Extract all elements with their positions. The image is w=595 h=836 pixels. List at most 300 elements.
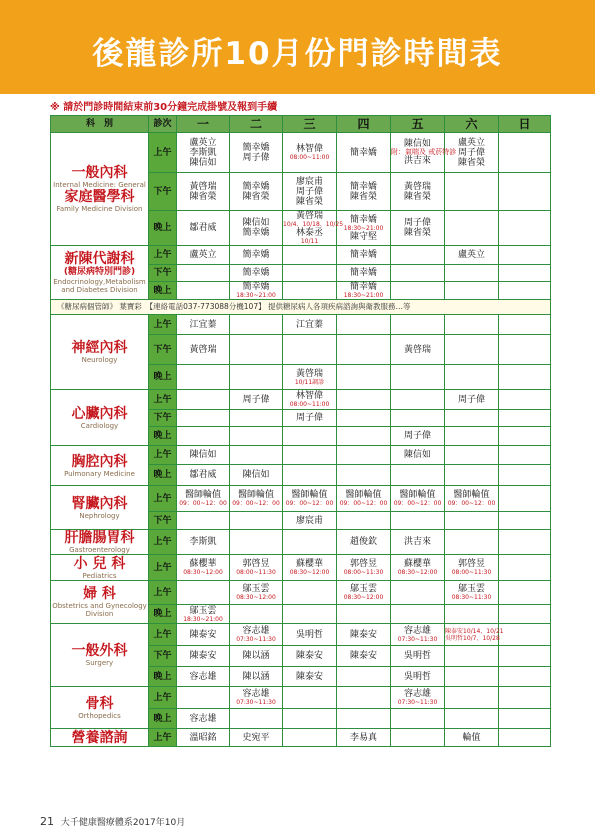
cell-line: 周子偉 — [295, 413, 323, 423]
cell-line: 溫昭銘 — [189, 732, 217, 743]
schedule-cell — [499, 335, 551, 365]
schedule-cell — [499, 605, 551, 624]
cell-line: 陳以涵 — [242, 671, 270, 682]
session-ev: 晚上 — [149, 605, 177, 624]
cell-line: 黃啓瑞 — [189, 181, 217, 192]
schedule-cell — [283, 133, 337, 173]
cell-line: 黃啓瑞 — [403, 344, 431, 355]
cell-line: 蘇櫻華 — [295, 559, 323, 569]
cell-line: 周子偉 — [457, 147, 485, 158]
cell-line: 陳泰安 — [295, 671, 323, 682]
cell-line: 09：00~12：00 — [447, 500, 496, 507]
cell-line: 郭啓昱 — [242, 559, 270, 569]
schedule-cell — [177, 486, 230, 512]
cell-line: 黃啓瑞 — [403, 181, 431, 192]
schedule-cell — [445, 555, 499, 581]
dept-nutrition — [51, 729, 149, 747]
page-title: 後龍診所10月份門診時間表 — [92, 36, 503, 72]
schedule-cell — [499, 667, 551, 687]
dept-english: Pediatrics — [82, 571, 117, 580]
cell-line: 周子偉 — [403, 431, 431, 441]
schedule-cell — [337, 512, 391, 530]
schedule-cell — [445, 211, 499, 246]
cell-line: 陳信如 — [189, 450, 217, 460]
cell-line: 吳明哲10/7、10/28 — [445, 634, 500, 642]
header-day: 日 — [499, 116, 551, 133]
schedule-cell — [177, 646, 230, 667]
cell-line: 18:30~21:00 — [343, 292, 384, 299]
cell-line: 陳以涵 — [242, 651, 270, 661]
schedule-cell — [337, 265, 391, 282]
schedule-cell — [230, 265, 283, 282]
cell-line: 09：00~12：00 — [232, 500, 280, 507]
cell-line: 洪吉來 — [403, 156, 431, 166]
schedule-cell — [445, 486, 499, 512]
cell-line: 醫師輪值 — [399, 490, 436, 500]
schedule-row — [51, 729, 551, 747]
session-am: 上午 — [149, 246, 177, 265]
cell-line: 08:30~12:00 — [343, 594, 384, 601]
schedule-cell — [337, 173, 391, 211]
header-row — [51, 116, 551, 133]
schedule-cell — [445, 605, 499, 624]
schedule-cell — [283, 555, 337, 581]
schedule-cell — [230, 667, 283, 687]
cell-line: 10/4、10/18、10/25 — [283, 221, 344, 228]
schedule-cell — [230, 729, 283, 747]
dept-english: Gastroenterology — [69, 546, 130, 554]
schedule-cell — [283, 465, 337, 486]
schedule-row — [51, 246, 551, 265]
cell-line: 附：氣喘及 戒菸特診 — [391, 148, 457, 156]
cell-line: 10/11調診 — [294, 378, 325, 386]
schedule-cell — [337, 410, 391, 427]
schedule-cell — [283, 265, 337, 282]
cell-line: 07:30~11:30 — [236, 699, 276, 706]
cell-line: 09：00~12：00 — [393, 500, 442, 507]
session-pm: 下午 — [149, 265, 177, 282]
schedule-cell — [445, 410, 499, 427]
footer — [40, 815, 185, 828]
schedule-cell — [283, 530, 337, 555]
schedule-cell — [445, 667, 499, 687]
schedule-cell — [337, 555, 391, 581]
schedule-cell — [230, 446, 283, 465]
schedule-cell — [177, 390, 230, 410]
cell-line: 鄔玉雲 — [349, 584, 377, 594]
cell-line: 醫師輪值 — [453, 490, 490, 500]
schedule-cell — [283, 410, 337, 427]
dept-neuro — [51, 315, 149, 390]
schedule-cell — [283, 709, 337, 729]
schedule-cell — [177, 211, 230, 246]
cell-line: 簡幸嬌 — [349, 282, 377, 292]
schedule-cell — [337, 133, 391, 173]
cell-line: 周子偉 — [457, 394, 485, 405]
cell-line: 吳明哲 — [403, 651, 431, 661]
schedule-cell — [391, 365, 445, 390]
cell-line: 07:30~11:30 — [397, 699, 438, 706]
schedule-cell — [230, 211, 283, 246]
schedule-cell — [230, 530, 283, 555]
dept-name: 營養諮詢 — [71, 729, 128, 746]
schedule-cell — [391, 465, 445, 486]
dept-english: Pulmonary Medicine — [64, 469, 135, 478]
cell-line: 周子偉 — [403, 218, 431, 228]
schedule-table — [50, 115, 551, 747]
cell-line: 07:30~11:30 — [397, 636, 438, 643]
cell-line: 陳省榮 — [349, 191, 377, 202]
cell-line: 08:00~11:00 — [289, 401, 330, 408]
cell-line: 容志雄 — [242, 626, 270, 636]
schedule-cell — [283, 729, 337, 747]
dept-english: Neurology — [81, 356, 118, 364]
cell-line: 陳泰安 — [349, 629, 377, 640]
schedule-cell — [283, 427, 337, 446]
cell-line: 郭啓昱 — [457, 559, 485, 569]
schedule-cell — [391, 246, 445, 265]
schedule-row — [51, 555, 551, 581]
schedule-cell — [177, 624, 230, 646]
session-am: 上午 — [149, 581, 177, 605]
schedule-cell — [337, 709, 391, 729]
schedule-cell — [337, 315, 391, 335]
schedule-cell — [283, 446, 337, 465]
schedule-cell — [230, 555, 283, 581]
schedule-cell — [445, 729, 499, 747]
session-pm: 下午 — [149, 410, 177, 427]
schedule-cell — [337, 667, 391, 687]
dept-english: Family Medicine Division — [56, 205, 143, 213]
cell-line: 簡幸嬌 — [349, 268, 377, 278]
cell-line: 李易真 — [349, 732, 377, 743]
cell-line: 18:30~21:00 — [343, 224, 384, 232]
session-am: 上午 — [149, 687, 177, 709]
schedule-cell — [337, 446, 391, 465]
cell-line: 吳明哲 — [403, 671, 431, 682]
schedule-cell — [177, 605, 230, 624]
schedule-cell — [391, 446, 445, 465]
cell-line: 李斯凱 — [189, 147, 217, 158]
schedule-cell — [230, 624, 283, 646]
schedule-cell — [177, 446, 230, 465]
schedule-cell — [283, 365, 337, 390]
schedule-cell — [391, 605, 445, 624]
session-ev: 晚上 — [149, 465, 177, 486]
schedule-cell — [230, 390, 283, 410]
dept-nephro — [51, 486, 149, 530]
schedule-cell — [177, 315, 230, 335]
schedule-cell — [177, 410, 230, 427]
dept-name: 腎臟內科 — [71, 495, 128, 512]
cell-line: 史宛平 — [242, 732, 270, 743]
schedule-cell — [499, 427, 551, 446]
cell-line: 鄔玉雲 — [189, 605, 217, 616]
schedule-cell — [230, 282, 283, 300]
schedule-cell — [445, 512, 499, 530]
cell-line: 容志雄 — [403, 689, 431, 699]
schedule-cell — [391, 729, 445, 747]
schedule-cell — [337, 646, 391, 667]
schedule-cell — [177, 133, 230, 173]
cell-line: 陳省榮 — [403, 191, 431, 202]
schedule-cell — [283, 282, 337, 300]
schedule-cell — [230, 133, 283, 173]
schedule-cell — [283, 624, 337, 646]
session-am: 上午 — [149, 530, 177, 555]
cell-line: 鄒君威 — [189, 223, 217, 233]
schedule-cell — [499, 709, 551, 729]
schedule-cell — [230, 173, 283, 211]
schedule-cell — [499, 246, 551, 265]
schedule-cell — [499, 173, 551, 211]
schedule-cell — [391, 687, 445, 709]
dept-name: 家庭醫學科 — [64, 189, 135, 205]
schedule-cell — [337, 335, 391, 365]
schedule-cell — [445, 687, 499, 709]
dept-name: 心臟內科 — [71, 405, 128, 422]
schedule-cell — [391, 282, 445, 300]
cell-line: 簡幸嬌 — [242, 228, 270, 238]
schedule-cell — [499, 486, 551, 512]
schedule-cell — [177, 427, 230, 446]
schedule-row — [51, 624, 551, 646]
cell-line: 簡幸嬌 — [349, 214, 377, 225]
session-ev: 晚上 — [149, 211, 177, 246]
cell-line: 08:30~12:00 — [183, 569, 223, 576]
session-ev: 晚上 — [149, 365, 177, 390]
schedule-cell — [499, 555, 551, 581]
session-am: 上午 — [149, 133, 177, 173]
schedule-cell — [230, 646, 283, 667]
session-am: 上午 — [149, 390, 177, 410]
schedule-cell — [177, 246, 230, 265]
schedule-cell — [445, 465, 499, 486]
schedule-cell — [337, 624, 391, 646]
schedule-cell — [177, 282, 230, 300]
session-pm: 下午 — [149, 173, 177, 211]
header-day: 四 — [337, 116, 391, 133]
schedule-cell — [391, 646, 445, 667]
dept-english: Cardiology — [80, 421, 119, 430]
schedule-cell — [499, 133, 551, 173]
schedule-cell — [177, 687, 230, 709]
schedule-row — [51, 530, 551, 555]
schedule-cell — [230, 315, 283, 335]
cell-line: 陳省榮 — [295, 196, 323, 207]
cell-line: 09：00~12：00 — [339, 500, 388, 507]
schedule-cell — [391, 709, 445, 729]
cell-line: 醫師輪值 — [291, 490, 328, 500]
cell-line: 07:30~11:30 — [236, 636, 276, 643]
cell-line: 陳泰安 — [295, 651, 323, 661]
dept-name: 婦 科 — [83, 586, 116, 602]
cell-line: 趙俊欽 — [349, 537, 377, 547]
cell-line: 陳信如 — [242, 470, 270, 480]
cell-line: 江宜蓁 — [295, 319, 323, 330]
schedule-cell — [337, 246, 391, 265]
dept-english: Surgery — [85, 659, 114, 667]
schedule-cell — [283, 605, 337, 624]
cell-line: 09：00~12：00 — [285, 500, 334, 507]
schedule-cell — [391, 427, 445, 446]
cell-line: 林智偉 — [295, 391, 323, 401]
schedule-cell — [445, 390, 499, 410]
session-am: 上午 — [149, 486, 177, 512]
cell-line: 鄔玉雲 — [457, 584, 485, 594]
cell-line: 陳泰安 — [189, 651, 217, 661]
cell-line: 陳泰安10/14、10/21 — [445, 627, 504, 635]
schedule-cell — [499, 624, 551, 646]
dept-english: Obstetrics and Gynecology Division — [52, 602, 147, 618]
cell-line: 08:30~11:30 — [451, 594, 492, 601]
session-ev: 晚上 — [149, 282, 177, 300]
dept-name: 肝膽腸胃科 — [64, 530, 135, 546]
cell-line: 醫師輪值 — [237, 490, 274, 500]
schedule-cell — [283, 315, 337, 335]
dept-cardio — [51, 390, 149, 446]
cell-line: 18:30~21:00 — [183, 615, 223, 623]
schedule-cell — [283, 390, 337, 410]
cell-line: 簡幸嬌 — [242, 268, 270, 278]
cell-line: 醫師輪值 — [184, 490, 221, 500]
cell-line: 廖宸甫 — [295, 176, 323, 187]
cell-line: 陳守堅 — [349, 231, 377, 242]
schedule-cell — [445, 581, 499, 605]
cell-line: 08:30~12:00 — [236, 594, 276, 601]
schedule-cell — [445, 173, 499, 211]
schedule-cell — [391, 410, 445, 427]
schedule-cell — [445, 335, 499, 365]
cell-line: 08:00~11:00 — [289, 154, 330, 161]
schedule-row — [51, 390, 551, 410]
diabetes-note-row — [51, 300, 551, 315]
header-day: 二 — [230, 116, 283, 133]
session-am: 上午 — [149, 315, 177, 335]
cell-line: 郭啓昱 — [349, 559, 377, 569]
schedule-cell — [230, 427, 283, 446]
schedule-cell — [337, 729, 391, 747]
header-day: 三 — [283, 116, 337, 133]
cell-line: 盧英立 — [457, 137, 485, 148]
schedule-cell — [230, 365, 283, 390]
schedule-cell — [283, 486, 337, 512]
schedule-cell — [445, 246, 499, 265]
page-number: 21 — [40, 815, 54, 828]
schedule-cell — [230, 410, 283, 427]
cell-line: 盧英立 — [457, 250, 485, 260]
schedule-cell — [499, 512, 551, 530]
schedule-cell — [230, 465, 283, 486]
schedule-cell — [230, 486, 283, 512]
cell-line: 08:00~11:30 — [236, 569, 276, 576]
session-pm: 下午 — [149, 335, 177, 365]
schedule-cell — [391, 581, 445, 605]
header-day: 五 — [391, 116, 445, 133]
session-pm: 下午 — [149, 512, 177, 530]
cell-line: 周子偉 — [242, 394, 270, 405]
cell-line: 黃啓瑞 — [189, 344, 217, 355]
cell-line: 輪值 — [462, 732, 481, 743]
cell-line: 李斯凱 — [189, 537, 217, 547]
schedule-cell — [391, 512, 445, 530]
header-session: 診次 — [149, 116, 177, 133]
cell-line: 鄔玉雲 — [242, 584, 270, 594]
cell-line: 周子偉 — [295, 186, 323, 197]
schedule-row — [51, 486, 551, 512]
header-day: 一 — [177, 116, 230, 133]
schedule-cell — [283, 687, 337, 709]
schedule-row — [51, 446, 551, 465]
schedule-cell — [391, 265, 445, 282]
cell-line: 陳信如 — [403, 450, 431, 460]
cell-line: 簡幸嬌 — [349, 250, 377, 260]
dept-english: Internal Medicine: General — [53, 181, 146, 189]
schedule-cell — [177, 512, 230, 530]
schedule-cell — [337, 427, 391, 446]
schedule-cell — [445, 265, 499, 282]
schedule-row — [51, 315, 551, 335]
header-day: 六 — [445, 116, 499, 133]
cell-line: 簡幸嬌 — [349, 147, 377, 158]
schedule-cell — [177, 709, 230, 729]
schedule-cell — [499, 390, 551, 410]
cell-line: 陳信如 — [189, 157, 217, 168]
cell-line: 08:30~12:00 — [289, 569, 330, 576]
cell-line: 陳信如 — [403, 139, 431, 149]
schedule-cell — [445, 530, 499, 555]
schedule-cell — [283, 211, 344, 246]
schedule-cell — [391, 624, 445, 646]
cell-line: 簡幸嬌 — [242, 282, 270, 292]
dept-name: 一般內科 — [71, 165, 128, 181]
cell-line: 08:00~11:30 — [451, 569, 492, 576]
schedule-cell — [230, 512, 283, 530]
schedule-cell — [177, 335, 230, 365]
dept-name: 小 兒 科 — [73, 555, 126, 572]
cell-line: 簡幸嬌 — [242, 250, 270, 260]
schedule-cell — [391, 335, 445, 365]
cell-line: 醫師輪值 — [345, 490, 382, 500]
cell-line: 黃啓瑞 — [295, 368, 323, 379]
cell-line: 盧英立 — [189, 137, 217, 148]
schedule-cell — [445, 315, 499, 335]
schedule-cell — [391, 173, 445, 211]
registration-notice: ※ 請於門診時間結束前30分鐘完成掛號及報到手續 — [50, 102, 278, 113]
schedule-cell — [499, 211, 551, 246]
schedule-cell — [337, 687, 391, 709]
schedule-cell — [391, 530, 445, 555]
cell-line: 江宜蓁 — [189, 319, 217, 330]
cell-line: 林泰丞 — [295, 228, 323, 238]
schedule-cell — [499, 282, 551, 300]
dept-name: 新陳代謝科 — [64, 251, 135, 267]
schedule-cell — [499, 465, 551, 486]
schedule-cell — [177, 265, 230, 282]
cell-line: 18:30~21:00 — [236, 292, 276, 299]
schedule-cell — [283, 512, 337, 530]
schedule-cell — [391, 555, 445, 581]
schedule-cell — [499, 646, 551, 667]
schedule-cell — [391, 390, 445, 410]
schedule-cell — [337, 530, 391, 555]
dept-name: 一般外科 — [71, 643, 128, 659]
cell-line: 簡幸嬌 — [242, 142, 270, 153]
session-pm: 下午 — [149, 646, 177, 667]
schedule-cell — [177, 465, 230, 486]
dept-subname: (糖尿病特別門診) — [63, 267, 136, 277]
dept-metabolism — [51, 246, 149, 300]
